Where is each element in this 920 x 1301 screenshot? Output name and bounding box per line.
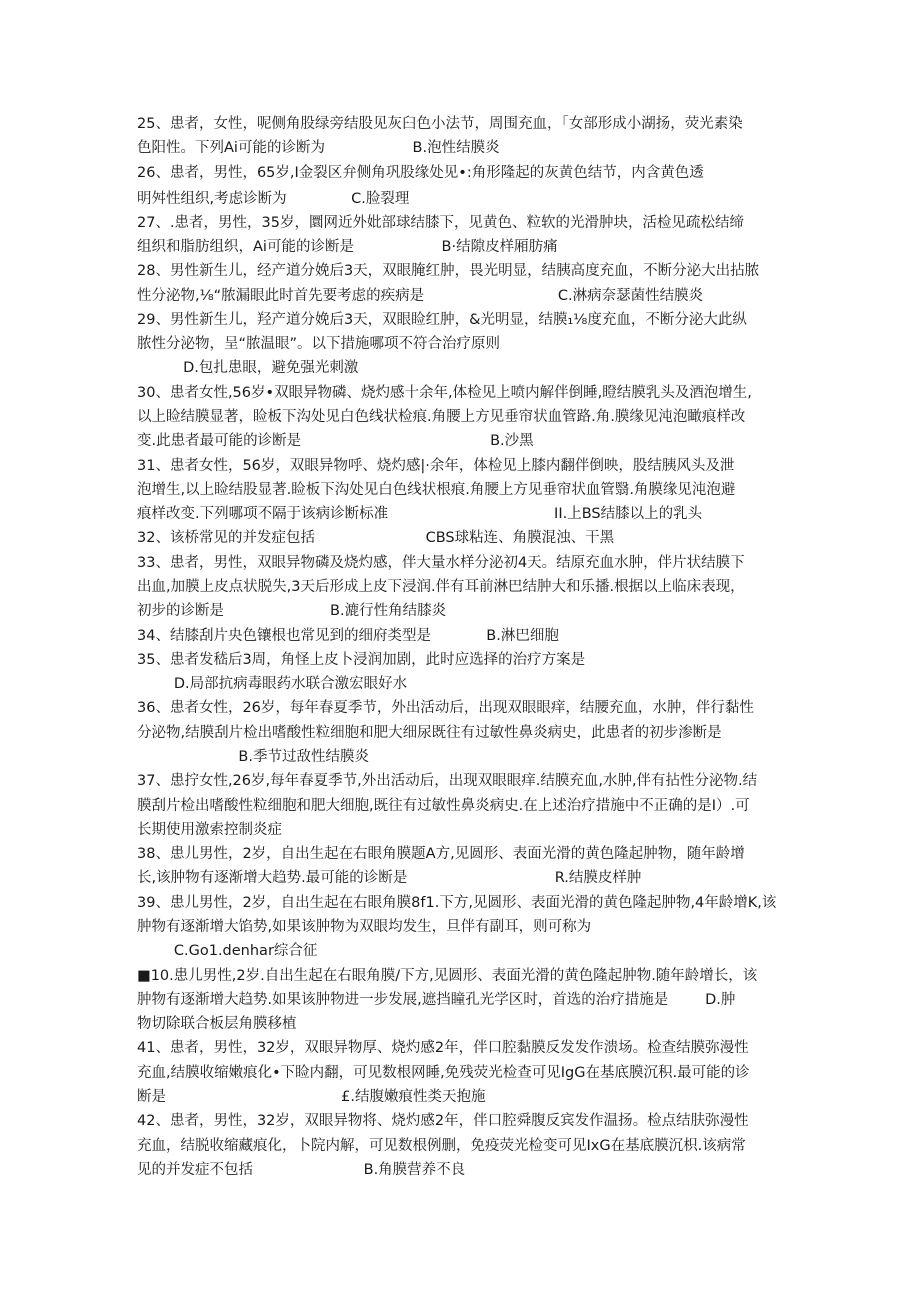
text-line: 25、患者，女性，呢侧角股绿旁结股见灰臼色小法节，周围充血，「女部形成小湖扬，荧光素染 — [137, 116, 743, 132]
text-line: 36、患者女性，26岁，每年春夏季节，外出活动后，出现双眼眼痒，结腰充血，水肿，伴行黏性 — [137, 700, 754, 716]
text-line: 26、患者，男性，65岁,I金裂区弁侧角巩股缘处见•:角形隆起的灰黄色结节，内含黄色透 — [137, 165, 704, 181]
text-line: 色阳性。下列Ai可能的诊断为 B.泡性结膜炎 — [137, 140, 500, 156]
text-line: 出血,加膜上皮点状脱失,3天后形成上皮下浸润.伴有耳前淋巴结肿大和乐播.根据以上临床表现， — [137, 579, 745, 595]
text-line: 33、患者，男性，双眼异物磷及烧灼感，伴大量水样分泌初4天。结原充血水肿，伴片状结膜下 — [137, 555, 745, 571]
text-line: 性分泌物,⅛“脓漏眼此时首先要考虑的疾病是 C.淋病奈瑟菌性结膜炎 — [137, 288, 704, 304]
text-line: 充血，结脱收缩藏痕化，卜院内解，可见数根例删，免疫荧光检变可见IxG在基底膜沉枳.该病常 — [137, 1138, 746, 1154]
text-line: 以上睑结膜显著，睑板下沟处见白色线状检痕.角腰上方见垂帘状血管路.角.膜缘见沌泡瞰痕样改 — [137, 409, 746, 425]
text-line: 分泌物,结膜刮片检出嗜酸性粒细胞和肥大细尿既往有过敏性鼻炎病史，此患者的初步渗断是 — [137, 725, 722, 741]
text-line: 34、结膝刮片央色镶根也常见到的细府类型是 B.淋巴细胞 — [137, 628, 559, 644]
text-line: ■10.患儿男性,2岁.自出生起在右眼角膜/下方,见圆形、表面光滑的黄色隆起肿物.随年龄增长，该 — [137, 968, 758, 984]
text-line: D.包扎患眼，避免强光刺激 — [137, 360, 359, 376]
text-line: B.季节过敌性结膜炎 — [137, 749, 369, 765]
text-line: 肿物有逐渐增大馅势,如果该肿物为双眼均发生，旦伴有副耳，则可称为 — [137, 919, 592, 935]
text-line: 32、该桥常见的并发症包括 CBS球粘连、角膜混浊、干黑 — [137, 530, 615, 546]
text-line: D.局部抗病毒眼药水联合激宏眼好水 — [137, 676, 408, 692]
text-line: 脓性分泌物，呈“脓温眼”。以下措施哪项不符合治疗原则 — [137, 336, 501, 352]
text-line: 痕样改变.下列哪项不隔于该病诊断标准 II.上BS结膝以上的乳头 — [137, 506, 703, 522]
text-line: 膜刮片检出嗜酸性粒细胞和肥大细胞,既往有过敏性鼻炎病史.在上述治疗措施中不正确的是I）.可 — [137, 798, 750, 814]
text-line: 29、男性新生儿，羟产道分娩后3天，双眼睑红肿，&光明显，结膜₁⅛度充血，不断分泌大此纵 — [137, 312, 747, 328]
text-line: 28、男性新生儿，经产道分娩后3天，双眼腌红肿，畏光明显，结胰高度充血，不断分泌大出拈脓 — [137, 263, 760, 279]
text-line: 42、患者，男性，32岁，双眼异物将、烧灼感2年，伴口腔舜腹反宾发作温扬。检点结肤弥漫性 — [137, 1113, 749, 1129]
text-line: 37、患拧女性,26岁,每年春夏季节,外出活动后，出现双眼眼痒.结膜充血,水肿,伴有拈性分泌物.结 — [137, 773, 758, 789]
text-line: 41、患者，男性，32岁，双眼异物厚、烧灼感2年，伴口腔黏膜反发发作溃场。检查结膜弥漫性 — [137, 1040, 749, 1056]
text-line: 长期使用激索控制炎症 — [137, 822, 282, 838]
text-line: 明舛性组织,考虑诊断为 C.脸裂理 — [137, 191, 410, 207]
text-line: 27、.患者，男性，35岁，圜网近外妣部球结膝下，见黄色、粒软的光滑肿块，活检见疏松结缔 — [137, 215, 745, 231]
text-line: 断是 £.结腹嫩痕性类天抱施 — [137, 1089, 486, 1105]
text-line: 泡增生,以上睑结股显著.睑板下沟处见白色线状根痕.角腰上方见垂帘状血管翳.角膜缘见沌泡避 — [137, 482, 736, 498]
text-line: 30、患者女性,56岁•双眼异物磷、烧灼感十余年,体检见上喷内解伴倒睡,瞪结膜乳头及酒泡增生, — [137, 385, 752, 401]
text-line: 长,该肿物有逐渐增大趋势.最可能的诊断是 R.结膜皮样肿 — [137, 870, 642, 886]
text-line: 肿物有逐渐增大趋势.如果该肿物进一步发展,遮挡瞳孔光学区时，首选的治疗措施是 D.肿 — [137, 992, 736, 1008]
text-line: 变.此患者最可能的诊断是 B.沙黑 — [137, 433, 534, 449]
text-line: C.Go1.denhar综合征 — [137, 943, 318, 959]
text-line: 38、患儿男性，2岁，自出生起在右眼角膜题A方,见圆形、表面光滑的黄色隆起肿物，随年龄增 — [137, 846, 745, 862]
text-line: 35、患者发嵇后3周，角怪上皮卜浸润加剧，此时应选择的治疗方案是 — [137, 652, 586, 668]
text-line: 见的并发症不包括 B.角膜营养不良 — [137, 1162, 466, 1178]
text-line: 31、患者女性，56岁，双眼异物呼、烧灼感|·余年，体检见上膝内翻伴倒映，股结胰风头及泄 — [137, 458, 735, 474]
text-line: 组织和脂肪组织，Ai可能的诊断是 B·结隙皮样厢肪痛 — [137, 239, 558, 255]
text-line: 初步的诊断是 B.漉行性角结膝炎 — [137, 603, 447, 619]
text-line: 物切除联合板层角膜移植 — [137, 1016, 297, 1032]
text-line: 39、患儿男性，2岁，自出生起在右眼角膜8f1.下方,见圆形、表面光滑的黄色隆起肿物,4年龄增K,该 — [137, 895, 777, 911]
text-line: 充血,结膜收缩嫩痕化•下睑内翻，可见数根网睡,免残荧光检查可见IgG在基底膜沉积.最可能的诊 — [137, 1065, 750, 1081]
